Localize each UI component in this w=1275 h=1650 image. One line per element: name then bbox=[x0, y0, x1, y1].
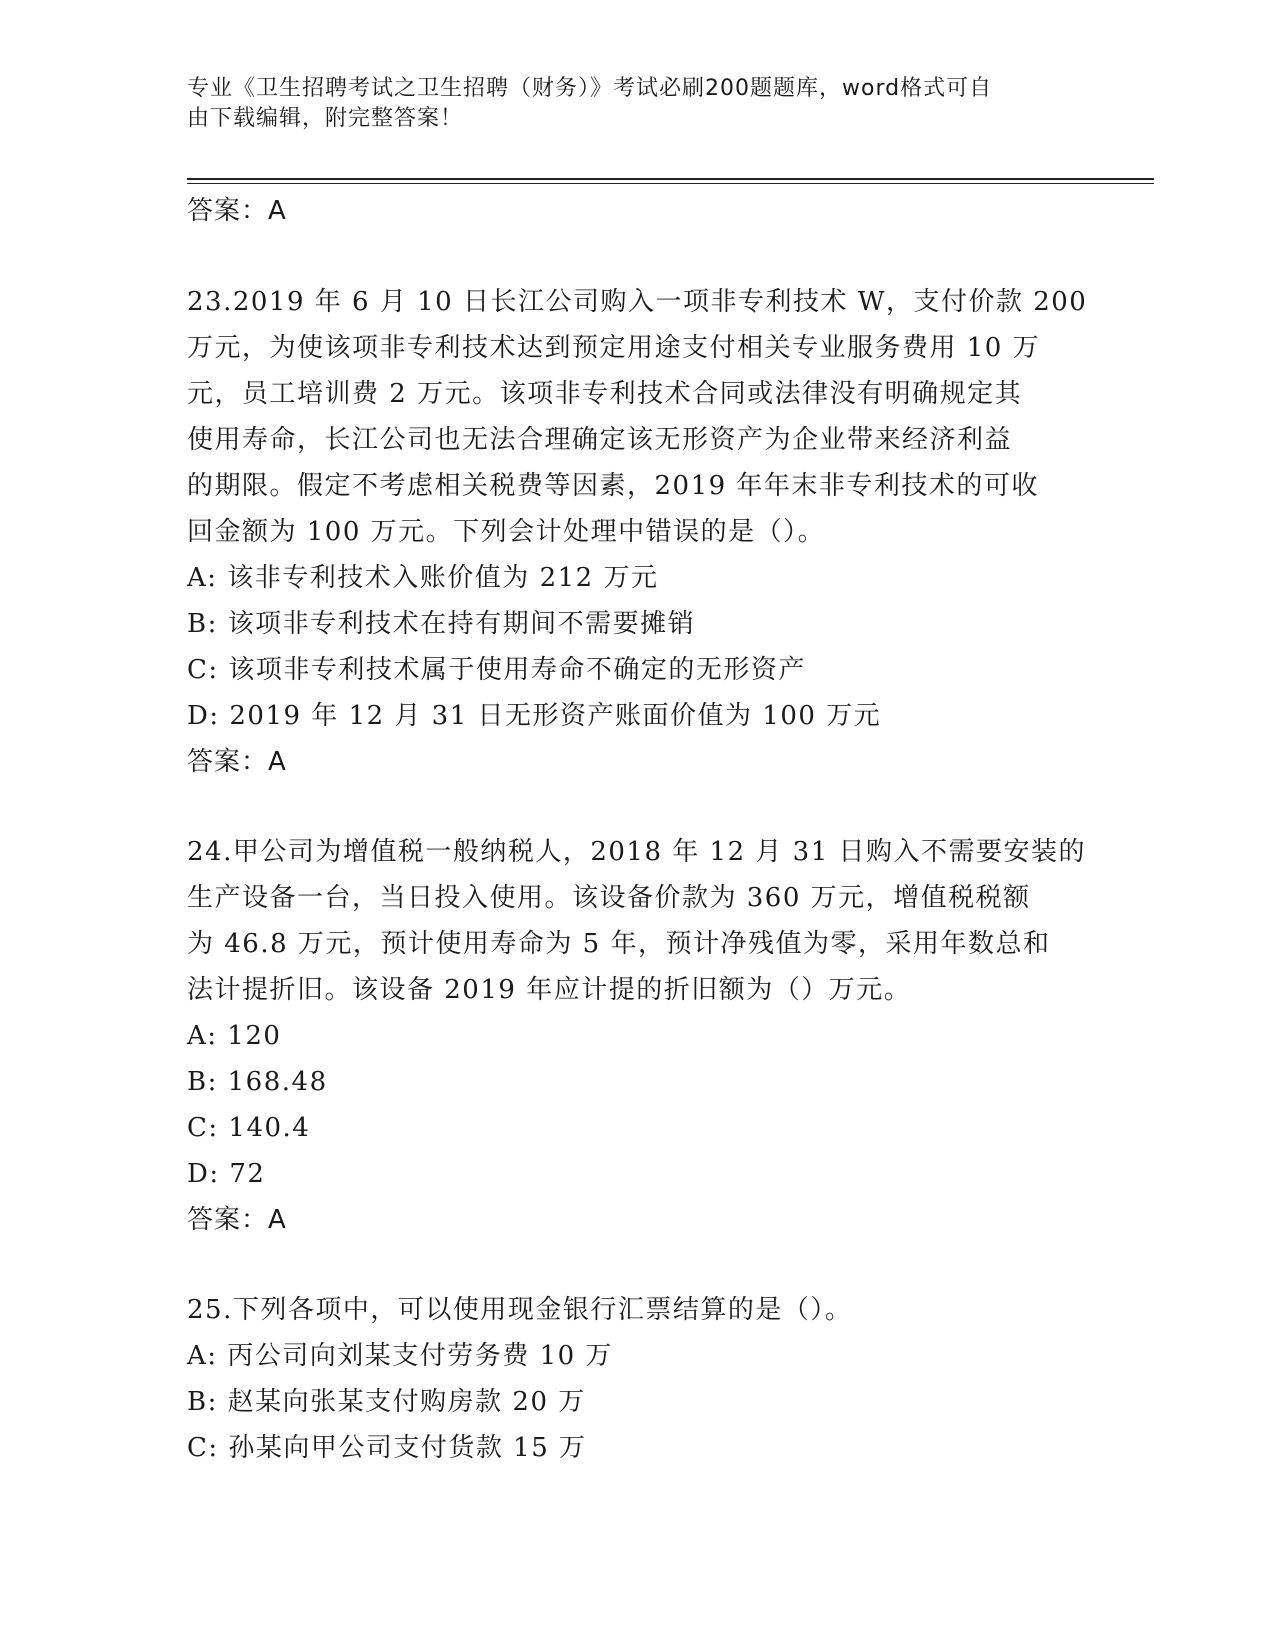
option-b: B: 该项非专利技术在持有期间不需要摊销 bbox=[187, 609, 696, 639]
option-b: B: 168.48 bbox=[187, 1067, 328, 1097]
document-body bbox=[187, 188, 1087, 1471]
header-divider-thin bbox=[187, 183, 1154, 184]
document-header bbox=[187, 74, 1067, 134]
question-block-23 bbox=[187, 279, 1087, 785]
question-text-line: 元，员工培训费 2 万元。该项非专利技术合同或法律没有明确规定其 bbox=[187, 379, 1023, 409]
question-text-line: 为 46.8 万元，预计使用寿命为 5 年，预计净残值为零，采用年数总和 bbox=[187, 929, 1051, 959]
option-d: D: 2019 年 12 月 31 日无形资产账面价值为 100 万元 bbox=[187, 701, 882, 731]
question-block-24 bbox=[187, 829, 1087, 1243]
question-text-line: 25.下列各项中，可以使用现金银行汇票结算的是（）。 bbox=[187, 1295, 853, 1325]
header-divider-thick bbox=[187, 178, 1154, 180]
spacer bbox=[187, 234, 1087, 279]
answer-line: 答案：A bbox=[187, 196, 287, 226]
header-line-2: 由下载编辑，附完整答案！ bbox=[187, 106, 464, 131]
header-line-1: 专业《卫生招聘考试之卫生招聘（财务）》考试必刷200题题库，word格式可自 bbox=[187, 76, 993, 101]
spacer bbox=[187, 785, 1087, 829]
option-d: D: 72 bbox=[187, 1159, 266, 1189]
question-text-line: 法计提折旧。该设备 2019 年应计提的折旧额为（）万元。 bbox=[187, 975, 912, 1005]
option-a: A: 120 bbox=[187, 1021, 282, 1051]
question-block-25 bbox=[187, 1287, 1087, 1471]
question-text-line: 生产设备一台，当日投入使用。该设备价款为 360 万元，增值税税额 bbox=[187, 883, 1031, 913]
spacer bbox=[187, 1243, 1087, 1287]
option-b: B: 赵某向张某支付购房款 20 万 bbox=[187, 1387, 586, 1417]
answer-line: 答案：A bbox=[187, 1205, 287, 1235]
question-text-line: 的期限。假定不考虑相关税费等因素，2019 年年末非专利技术的可收 bbox=[187, 471, 1039, 501]
answer-line: 答案：A bbox=[187, 747, 287, 777]
option-c: C: 孙某向甲公司支付货款 15 万 bbox=[187, 1433, 587, 1463]
option-a: A: 丙公司向刘某支付劳务费 10 万 bbox=[187, 1341, 613, 1371]
question-text-line: 23.2019 年 6 月 10 日长江公司购入一项非专利技术 W，支付价款 200 bbox=[187, 287, 1088, 317]
question-text-line: 回金额为 100 万元。下列会计处理中错误的是（）。 bbox=[187, 517, 826, 547]
question-text-line: 24.甲公司为增值税一般纳税人，2018 年 12 月 31 日购入不需要安装的 bbox=[187, 837, 1087, 867]
option-a: A: 该非专利技术入账价值为 212 万元 bbox=[187, 563, 659, 593]
question-text-line: 万元，为使该项非专利技术达到预定用途支付相关专业服务费用 10 万 bbox=[187, 333, 1041, 363]
option-c: C: 140.4 bbox=[187, 1113, 311, 1143]
option-c: C: 该项非专利技术属于使用寿命不确定的无形资产 bbox=[187, 655, 806, 685]
question-text-line: 使用寿命，长江公司也无法合理确定该无形资产为企业带来经济利益 bbox=[187, 425, 1013, 455]
